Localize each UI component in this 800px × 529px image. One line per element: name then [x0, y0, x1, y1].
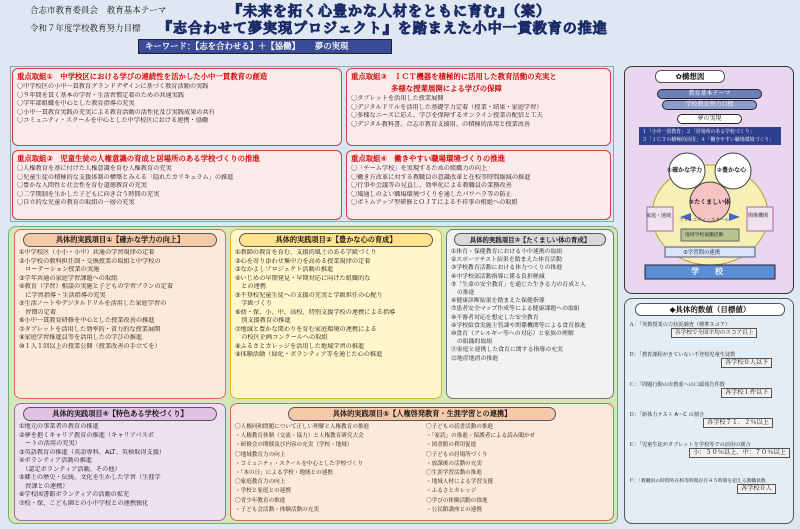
concept-related: 関係機関: [748, 213, 769, 219]
list-item: ⑥健康診断結果を踏まえた保健指導: [451, 298, 545, 305]
list-item: との連携: [235, 283, 266, 290]
concept-community: コミュニティ・スクール: [679, 218, 729, 223]
list-item: の組織的取組: [451, 339, 493, 346]
practice-list-3: [447, 248, 613, 363]
list-item: 〇人権同和問題について正しい理解と人権教育の推進: [235, 424, 370, 430]
dream-pill: 夢の実現: [677, 114, 742, 124]
list-item: ⑥小中一貫教育研修を中心とした授業改善の推進: [19, 317, 155, 324]
concept-support: 地域学校協働活動: [685, 233, 724, 238]
theme-pill: 教育基本テーマ: [657, 89, 762, 99]
list-item: 〇デジタルドリルを活用した基礎学力定着（授業・結果・家庭学習）: [351, 103, 543, 111]
list-item: 別支援教育の推進: [235, 317, 291, 324]
list-item: 〇デジタル教科書、合志市教育支援用、の積極的活用と授業改善: [351, 120, 531, 128]
list-item: ・「家読」の推進・保護者による読み聞かせ: [426, 433, 536, 440]
practice-list-5a: [231, 423, 422, 515]
list-item: ・学校と家庭との連携: [235, 488, 291, 495]
list-item: 〇多様なニーズに応え、学びを保障するオンライン授業の配信と工夫: [351, 112, 543, 120]
list-item: 〇９年間を貫く基本の学習・生活習慣定着のための共通実践: [17, 91, 185, 99]
list-item: 〇二学期制を生かした子どもに向き合う時間の充実: [17, 190, 160, 198]
numeric-item-a: [629, 321, 791, 338]
list-item: ①地元の事業者の教育の推進: [19, 423, 99, 430]
list-item: ・図書館の利用促進: [426, 442, 477, 449]
list-item: ・子ども会活動・体験活動の充実: [235, 506, 319, 513]
numeric-value: 各学校０人: [737, 484, 776, 494]
list-item: の推進: [451, 290, 475, 297]
numeric-value: 各学校で全国平均のスコア以上: [671, 328, 757, 338]
priority-title-2: 重点取組② 児童生徒の人権意識の育成と居場所のある学校づくりの推進: [17, 154, 260, 163]
flower-icon: ✿: [675, 72, 682, 81]
list-item: 〇行事や会議等の見直し、効率化による教職員の業務改善: [351, 182, 512, 190]
list-item: ⑪家庭と連携した食育に関する指導の充実: [451, 347, 563, 354]
list-item: ローテーション授業の実施: [19, 266, 100, 273]
numeric-title: [635, 303, 785, 316]
numeric-item-e: [629, 441, 791, 458]
priority-list-1: [17, 83, 337, 126]
list-item: ⑦タブレットを活用した効率的・省力的な授業展開: [19, 325, 161, 333]
numeric-label: Ｅ：「児童生徒がタブレットを学校等での活用の割合: [629, 442, 751, 448]
numeric-item-b: [629, 351, 791, 368]
concept-body: ③たくましい体: [689, 199, 731, 206]
list-item: 〇家庭教育力の向上: [235, 479, 286, 486]
list-item: 〇働き方改革に対する教職員の意識改革と在校等時間縮減の推進: [351, 173, 531, 181]
numeric-item-c: [629, 381, 791, 398]
list-item: ③学年共通の家庭学習課題への取組: [19, 274, 118, 282]
numeric-title-text: 具体的数値（目標値）: [675, 305, 751, 314]
concept-notes: [639, 127, 781, 145]
list-item: ①教師の教育を育む、支援的風土のある学級づくり: [235, 249, 377, 256]
numeric-label: Ｂ：「教育課程がきていない不登校児童生徒数: [629, 352, 736, 358]
list-item: ⑤「生命の安全教育」を通じた生きる力の育成と人: [451, 281, 586, 288]
practice-box-1: [14, 229, 226, 399]
priority-list-4: [351, 165, 606, 208]
list-item: ・ふるさとカレッジ: [426, 488, 477, 495]
numeric-value: 小：５０％以上、中：７０％以上: [689, 448, 790, 458]
practice-list-1: [15, 249, 225, 351]
practice-title-4: 具体的実践項目④【特色ある学校づくり】: [23, 407, 216, 421]
numeric-value: 各学校１件以下: [721, 388, 772, 398]
list-item: ④いじめの早期発見・早期対応に向けた組織的な: [235, 274, 371, 282]
list-item: 〇小中一貫教育実践の充実による教育活動の活性化及び実践成果の共有: [17, 108, 215, 116]
list-item: ⑧ふるさとカレッジを活用した地域学習の推進: [235, 342, 365, 350]
list-item: ・公民館講座との連携: [426, 506, 482, 513]
list-item: 学級づくり: [235, 300, 273, 307]
list-item: ・放課後の活動の充実: [426, 460, 482, 467]
list-item: 〇子どもの居場所づくり: [426, 451, 488, 458]
list-item: ②夢を抱くキャリア教育の推進（キャリアパスポ: [19, 431, 154, 439]
practice-list-5b: [422, 423, 613, 515]
basic-theme-title: 『未来を拓く心豊かな人材をともに育む』（案）: [228, 4, 551, 20]
list-item: 〇児童生徒の積極的な支援体制の構築とみえる「隠れたカリキュラム」の推進: [17, 173, 234, 181]
concept-family: 家庭・地域: [646, 213, 672, 219]
practice-list-4: [15, 423, 225, 508]
effort-goal-title: 『志合わせて夢実現プロジェクト』を踏まえた小中一貫教育の推進: [158, 21, 608, 37]
keyword-banner: [138, 39, 392, 54]
board-name: 合志市教育委員会: [30, 6, 99, 16]
numeric-label: Ｃ：「問題行動の市教委への口頭報告件数: [629, 382, 725, 388]
concept-note-2: ３「ＩＣＴの積極的活用」４「働きやすい職場環境づくり」: [642, 137, 775, 143]
list-item: ⑩食育（アレルギー等への対応）と家族の理解: [451, 331, 574, 338]
list-item: ⑥幼・保、小、中、高校、特別支援学校の連携による指導: [235, 308, 396, 316]
list-item: ⑦校・保、こども園との小中学校との連携強化: [19, 499, 149, 507]
priority-box-1: [12, 68, 342, 146]
header-line-1: [30, 4, 166, 16]
list-item: ートの活用の充実）: [19, 440, 81, 447]
concept-title-text: 構想図: [681, 72, 705, 81]
list-item: ⑨学校給食実施主管課や関係機関等による食育推進: [451, 322, 586, 329]
concept-note-1: １「小中一貫教育」２「居場所のある学校づくり」: [642, 129, 755, 135]
numeric-label: Ａ：「英数授業の力状況調査（標準スコア）: [629, 322, 731, 328]
list-item: 習課との連携）: [19, 482, 69, 490]
list-item: ④中学校部活動指導に係る負担軽減: [451, 273, 545, 280]
list-item: 〇ボトムアップ型研修とＯＪＴによる不祥事の根絶への取組: [351, 199, 518, 207]
theme-label: 教育基本テーマ: [106, 6, 167, 16]
header-line-2: 令和７年度学校教育努力目標: [30, 24, 141, 34]
numeric-label: Ｆ：「教職員の時間外在校等時間が月４５時間を超える教職員数: [629, 479, 766, 484]
list-item: ④教育（学習）相談の実施と子どもの学習プランの定着: [19, 283, 174, 290]
concept-school: 学 校: [691, 267, 723, 276]
priority-title-1: 重点取組① 中学校区における学びの連続性を活かした小中一貫教育の創造: [17, 72, 268, 81]
list-item: ⑩１人１回以上の授業公開（授業改善の手立てを）: [19, 342, 161, 350]
diamond-icon: ◆: [669, 305, 676, 314]
concept-title: [655, 70, 725, 83]
list-item: 〇子どもの読書活動の推進: [426, 424, 494, 430]
goal-pill: 学校教育努力目標: [662, 100, 757, 110]
numeric-item-d: [629, 411, 791, 428]
list-item: 〇中学校区の小中一貫教育グランドデザインに基づく教育活動の実践: [17, 83, 209, 90]
list-item: ③学校教育活動における体力つくりの推進: [451, 265, 563, 272]
list-item: ③なかよしプロジェクト活動の推進: [235, 266, 334, 273]
related-box: [747, 207, 773, 231]
concept-growth: ②学習間の連携: [683, 250, 721, 256]
list-item: 習慣の定着: [19, 308, 57, 316]
list-item: ②スポーツテスト結果を踏まえた体育活動: [451, 257, 562, 264]
practice-title-5: 具体的実践項目⑤【人権啓発教育・生涯学習との連携】: [288, 407, 555, 421]
list-item: ・「本の日」による学校・地域との連携: [235, 470, 333, 477]
list-item: ⑤不登校児童生徒への支援の充実と学級担任の心配り: [235, 291, 383, 299]
dream-label: 夢の実現: [314, 41, 349, 51]
list-item: 〇学年部組織を中心とした教育指導の充実: [17, 100, 135, 108]
concept-diagram: [624, 66, 794, 294]
priority-box-4: [346, 150, 611, 220]
priority-list-3: [351, 95, 606, 129]
list-item: の校区企画コンクールへの取組: [235, 334, 328, 341]
numeric-value: 各学校７１．２％以上: [703, 418, 773, 428]
list-item: 〇風通しのよい職場環境づくりを通したパワハラ等の防止: [351, 190, 512, 198]
practice-title-1: 具体的実践項目①【確かな学力の向上】: [23, 233, 216, 247]
list-item: ⑥学校図書館ボランティアの活動の拡充: [19, 491, 130, 498]
numeric-item-f: [629, 477, 791, 494]
list-item: 〇人権教育を基に付けた人権意識を育む人権教育の充実: [17, 165, 172, 172]
list-item: （認定ボランティア活動、その他）: [19, 465, 121, 473]
list-item: ⑧家庭学習推進員等を活用したの学びの推進: [19, 334, 143, 341]
concept-academic: ①確かな学力: [667, 167, 703, 174]
numeric-value: 各学校０人以下: [721, 358, 772, 368]
practice-box-3: [446, 229, 614, 399]
priority-title-3: 重点取組③ ＩＣＴ機器を積極的に活用した教育活動の充実と: [351, 72, 557, 81]
priority-title-3b: 多様な授業展開による学びの保障: [391, 84, 502, 93]
list-item: 〇コミュニティ・スクールを中心とした中学校区における連携・協働: [17, 117, 209, 125]
practice-list-2: [231, 249, 441, 360]
list-item: ⑧不審者対応を想定した安全教育: [451, 314, 539, 321]
priority-box-3: [346, 68, 611, 146]
priority-list-2: [17, 165, 337, 208]
priority-box-2: [12, 150, 342, 220]
list-item: ⑤生活ノートやデジタルドリルを活用した家庭学習の: [19, 300, 167, 307]
list-item: ・地域人材による学習支援: [426, 479, 494, 486]
list-item: ④ボランティア活動の推進: [19, 457, 93, 464]
practice-box-4: [14, 403, 226, 521]
list-item: 〇生涯学習活動の推進: [426, 470, 482, 477]
list-item: 〇タブレットを活用した授業展開: [351, 95, 444, 102]
list-item: 〇豊かな人間性と社会性を育む道徳教育の充実: [17, 182, 147, 190]
list-item: 〇「チーム学校」を実現するための組織力の向上: [351, 165, 488, 172]
priority-title-4: 重点取組④ 働きやすい職場環境づくりの推進: [351, 154, 506, 163]
practice-box-2: [230, 229, 442, 399]
list-item: ③英語教育の推進（英語専科、ALT、英検取得支援）: [19, 448, 166, 456]
list-item: 〇学びの体験活動の推進: [426, 497, 488, 504]
list-item: ②心を寄り添わせ集中力を高める授業規律の定着: [235, 257, 371, 265]
list-item: ①中学校区（小小・小中）共通の学習規律の定着: [19, 249, 155, 256]
list-item: ⑨体験活動（緑化・ボランティア等を通じた心の推進: [235, 351, 383, 358]
list-item: ・人権教育体制（交流・協力）と人権教育研究大会: [235, 433, 364, 440]
numeric-targets: [624, 298, 794, 524]
list-item: ・コミュニティ・スクールを中心とした学校づくり: [235, 460, 363, 467]
list-item: ⑦患者安全マップ作成等による健康課題への取組: [451, 306, 580, 313]
list-item: ⑤郷土の歴史・伝統、文化を生かした学習（生涯学: [19, 474, 161, 481]
list-item: ・研修会の開催及び内容の充実（学校・地域）: [235, 442, 353, 449]
list-item: に学習指導・生活指導の充実: [19, 291, 106, 299]
list-item: ②小学校の教科担任制・交換授業の取組と中学校の: [19, 257, 161, 265]
numeric-label: Ｄ：「新体力テスト A～C の割合: [629, 412, 705, 418]
list-item: ⑦地域と豊かな関わりを育む家庭環境の連携による: [235, 325, 377, 333]
keyword-label: キーワード：【志を合わせる】＋【協働】: [145, 41, 300, 51]
list-item: ⑫地産地消の推進: [451, 355, 499, 362]
practice-title-3: 具体的実践項目③【たくましい体の育成】: [454, 233, 607, 246]
concept-heart: ②豊かな心: [717, 167, 747, 174]
practice-title-2: 具体的実践項目②【豊かな心の育成】: [239, 233, 432, 247]
family-box: [647, 207, 673, 231]
practice-box-5: [230, 403, 614, 521]
list-item: ①体育・保健教育における小中連携の取組: [451, 249, 563, 255]
list-item: 〇自立的な児童の教育の取組の一層の充実: [17, 199, 135, 207]
list-item: 〇地域教育力の向上: [235, 451, 286, 458]
list-item: 〇青少年教育の推進: [235, 497, 286, 504]
